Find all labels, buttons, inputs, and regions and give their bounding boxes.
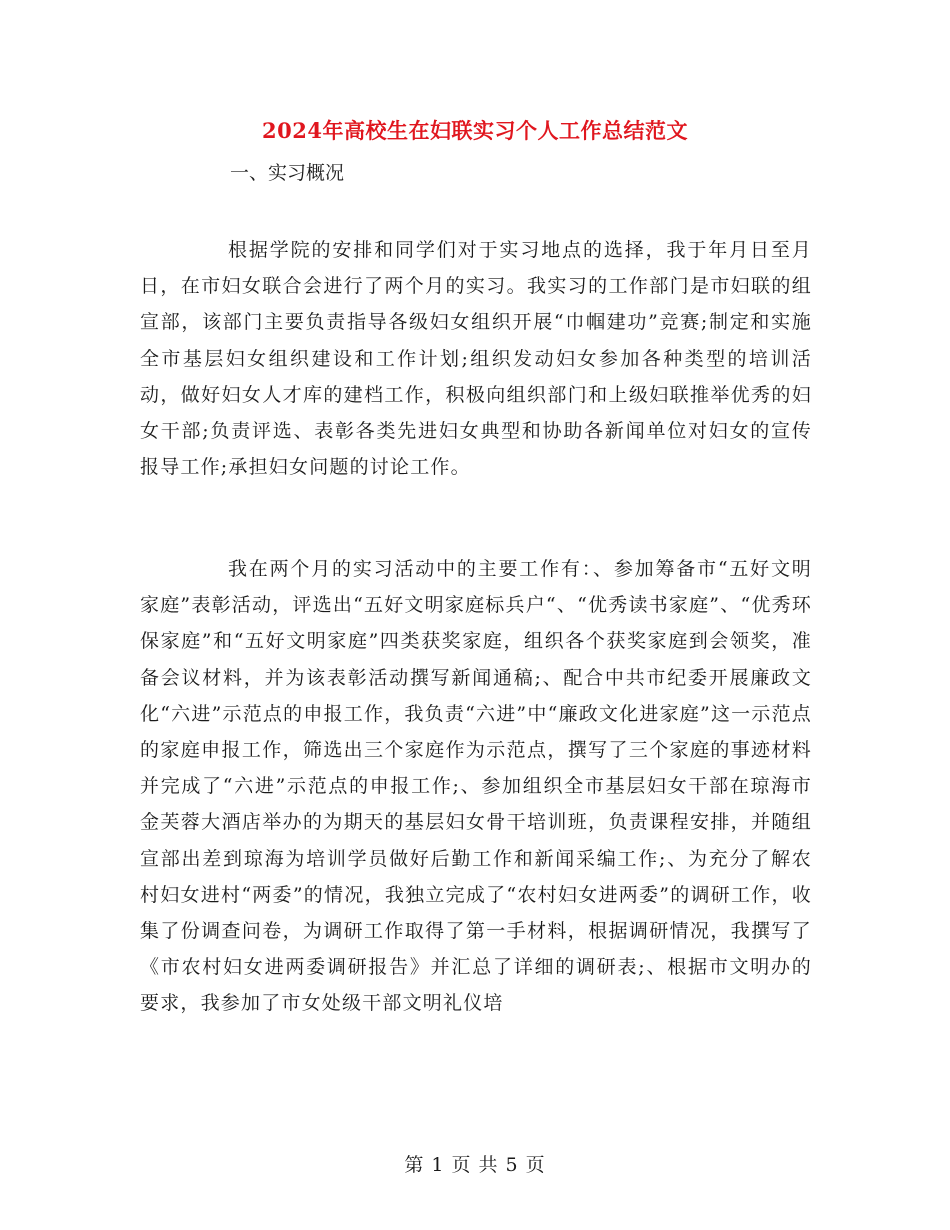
section-heading: 一、实习概况	[230, 162, 345, 184]
paragraph-main-work: 我在两个月的实习活动中的主要工作有：、参加筹备市“五好文明家庭”表彰活动，评选出“五好文明家庭标兵户“、“优秀读书家庭”、“优秀环保家庭”和“五好文明家庭”四类获奖家庭，组织各个获奖家庭到会领奖，准备会议材料，并为该表彰活动撰写新闻通稿;、配合中共市纪委开展廉政文化“六进”示范点的申报工作，我负责“六进”中“廉政文化进家庭”这一示范点的家庭申报工作，筛选出三个家庭作为示范点，撰写了三个家庭的事迹材料并完成了“六进”示范点的申报工作;、参加组织全市基层妇女干部在琼海市金芙蓉大酒店举办的为期天的基层妇女骨干培训班，负责课程安排，并随组宣部出差到琼海为培训学员做好后勤工作和新闻采编工作;、为充分了解农村妇女进村“两委”的情况，我独立完成了“农村妇女进两委”的调研工作，收集了份调查问卷，为调研工作取得了第一手材料，根据调研情况，我撰写了《市农村妇女进两委调研报告》并汇总了详细的调研表;、根据市文明办的要求，我参加了市女处级干部文明礼仪培	[140, 558, 812, 1015]
paragraph-internship-overview: 根据学院的安排和同学们对于实习地点的选择，我于年月日至月日，在市妇女联合会进行了两个月的实习。我实习的工作部门是市妇联的组宣部，该部门主要负责指导各级妇女组织开展“巾帼建功”竞赛;制定和实施全市基层妇女组织建设和工作计划;组织发动妇女参加各种类型的培训活动，做好妇女人才库的建档工作，积极向组织部门和上级妇联推举优秀的妇女干部;负责评选、表彰各类先进妇女典型和协助各新闻单位对妇女的宣传报导工作;承担妇女问题的讨论工作。	[140, 239, 812, 479]
document-title: 2024年高校生在妇联实习个人工作总结范文	[262, 118, 688, 143]
page-footer: 第 1 页 共 5 页	[404, 1154, 546, 1176]
